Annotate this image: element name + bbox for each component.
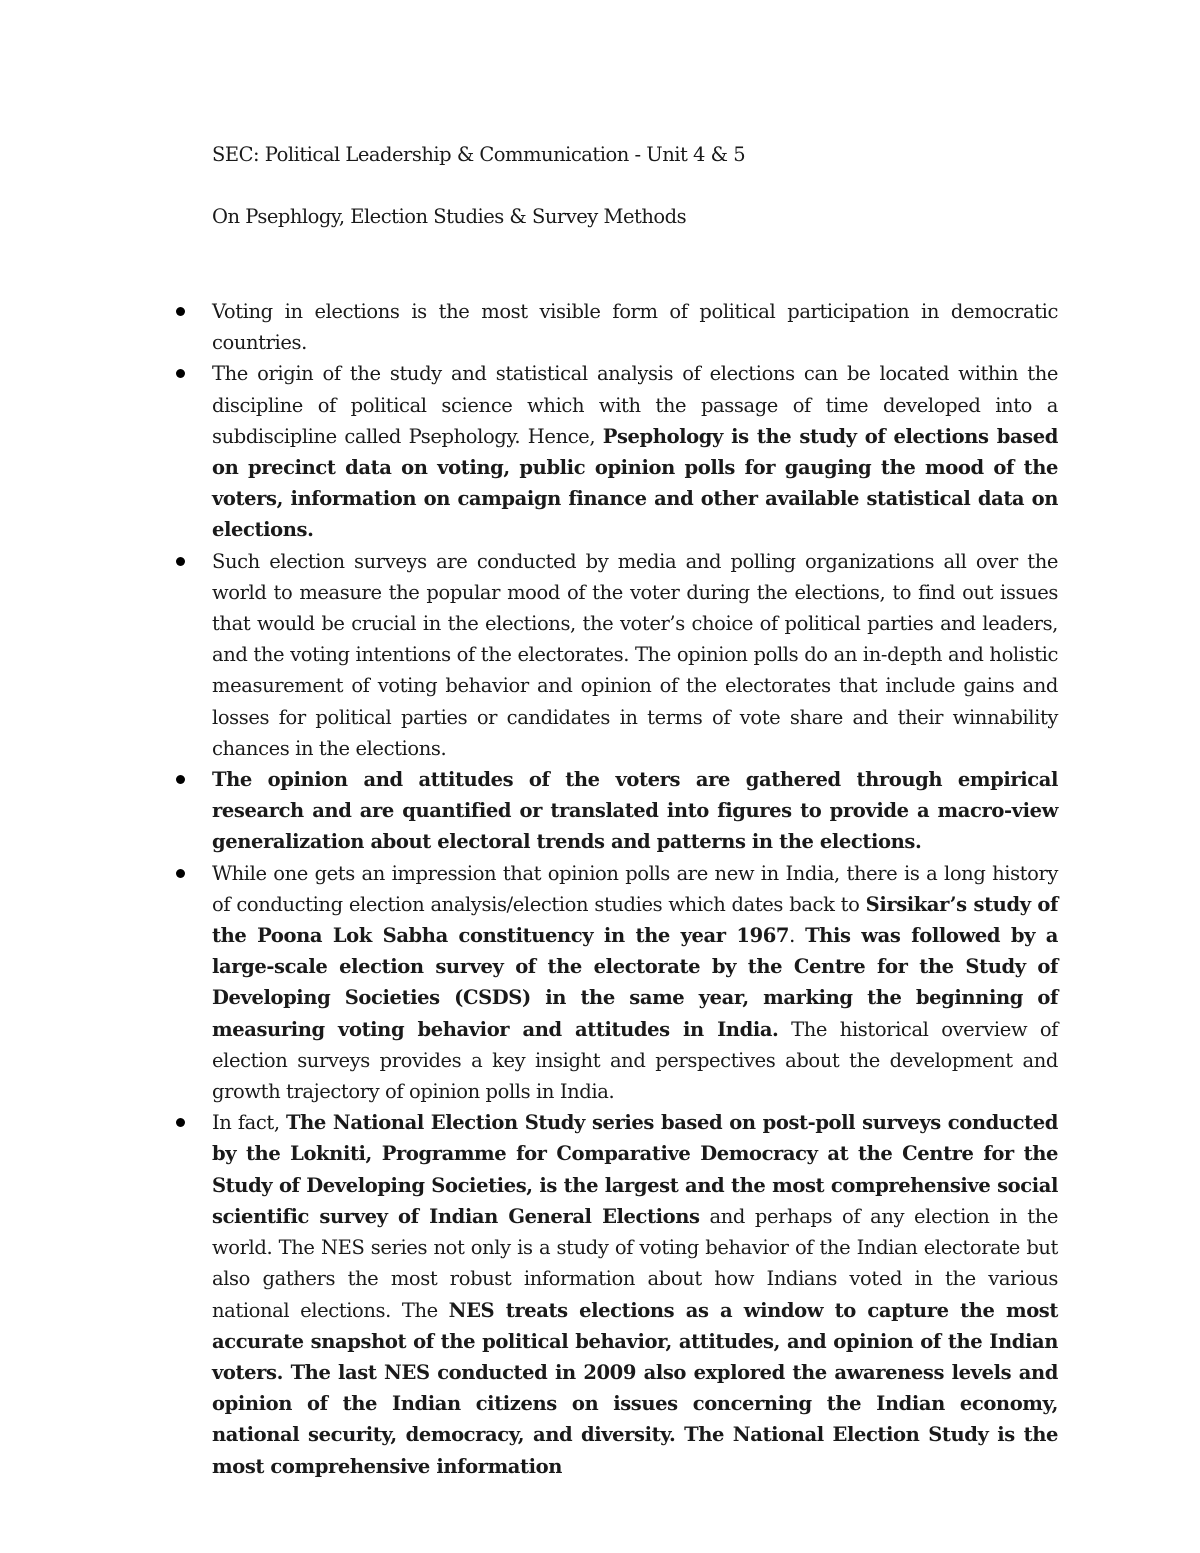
- bullet-item: [212, 764, 1058, 858]
- bold-text-segment: Sirsikar’s study of the Poona Lok Sabha constituency in the year 1967: [212, 892, 1058, 948]
- bold-text-segment: The National Election Study series based on post-poll surveys conducted by the Lokniti, Programme for Comparative Democracy at the Centre for the Study of Developing Societies, is the largest and the most comprehensive social scientific survey of Indian General Elections: [212, 1111, 1058, 1228]
- text-segment: .: [789, 924, 806, 948]
- bullet-item: [212, 296, 1058, 358]
- bullet-dot-icon: [176, 1118, 185, 1127]
- bold-text-segment: NES treats elections as a window to capture the most accurate snapshot of the political behavior, attitudes, and opinion of the Indian voters. The last NES conducted in 2009 also explored the awareness levels and opinion of the Indian citizens on issues concerning the Indian economy, national security, democracy, and diversity. The National Election Study is the most comprehensive information: [212, 1298, 1058, 1478]
- text-segment: and perhaps of any election in the world. The NES series not only is a study of voting behavior of the Indian electorate but also gathers the most robust information about how Indians voted in the various national elections. The: [212, 1204, 1058, 1322]
- bold-text-segment: The opinion and attitudes of the voters are gathered through empirical research and are quantified or translated into figures to provide a macro-view generalization about electoral trends and patterns in the elections.: [212, 768, 1058, 854]
- bullet-dot-icon: [176, 869, 185, 878]
- document-title: SEC: Political Leadership & Communication - Unit 4 & 5: [212, 143, 746, 166]
- bullet-dot-icon: [176, 307, 185, 316]
- bullet-dot-icon: [176, 369, 185, 378]
- document-subtitle: On Psephlogy, Election Studies & Survey Methods: [212, 205, 687, 228]
- bullet-dot-icon: [176, 557, 185, 566]
- text-segment: The historical overview of election surveys provides a key insight and perspectives about the development and growth trajectory of opinion polls in India.: [212, 1017, 1058, 1104]
- bullet-item: [212, 858, 1058, 1108]
- bold-text-segment: This was followed by a large-scale election survey of the electorate by the Centre for the Study of Developing Societies (CSDS) in the same year, marking the beginning of measuring voting behavior and attitudes in India.: [212, 924, 1058, 1041]
- bold-text-segment: Psephology is the study of elections based on precinct data on voting, public opinion polls for gauging the mood of the voters, information on campaign finance and other available statistical data on elections.: [212, 424, 1058, 542]
- bullet-item: [212, 1107, 1058, 1481]
- bullet-item: [212, 358, 1058, 545]
- bullet-dot-icon: [176, 775, 185, 784]
- text-segment: In fact,: [212, 1111, 287, 1135]
- bullet-item: [212, 546, 1058, 764]
- bullet-list: [212, 296, 1058, 1482]
- text-segment: Such election surveys are conducted by media and polling organizations all over the world to measure the popular mood of the voter during the elections, to find out issues that would be crucial in the elections, the voter’s choice of political parties and leaders, and the voting intentions of the electorates. The opinion polls do an in-depth and holistic measurement of voting behavior and opinion of the electorates that include gains and losses for political parties or candidates in terms of vote share and their winnability chances in the elections.: [212, 549, 1058, 760]
- text-segment: The origin of the study and statistical analysis of elections can be located within the discipline of political science which with the passage of time developed into a subdiscipline called Psephology. Hence,: [212, 362, 1058, 448]
- text-segment: While one gets an impression that opinion polls are new in India, there is a long history of conducting election analysis/election studies which dates back to: [212, 861, 1058, 916]
- text-segment: Voting in elections is the most visible form of political participation in democratic countries.: [212, 300, 1058, 355]
